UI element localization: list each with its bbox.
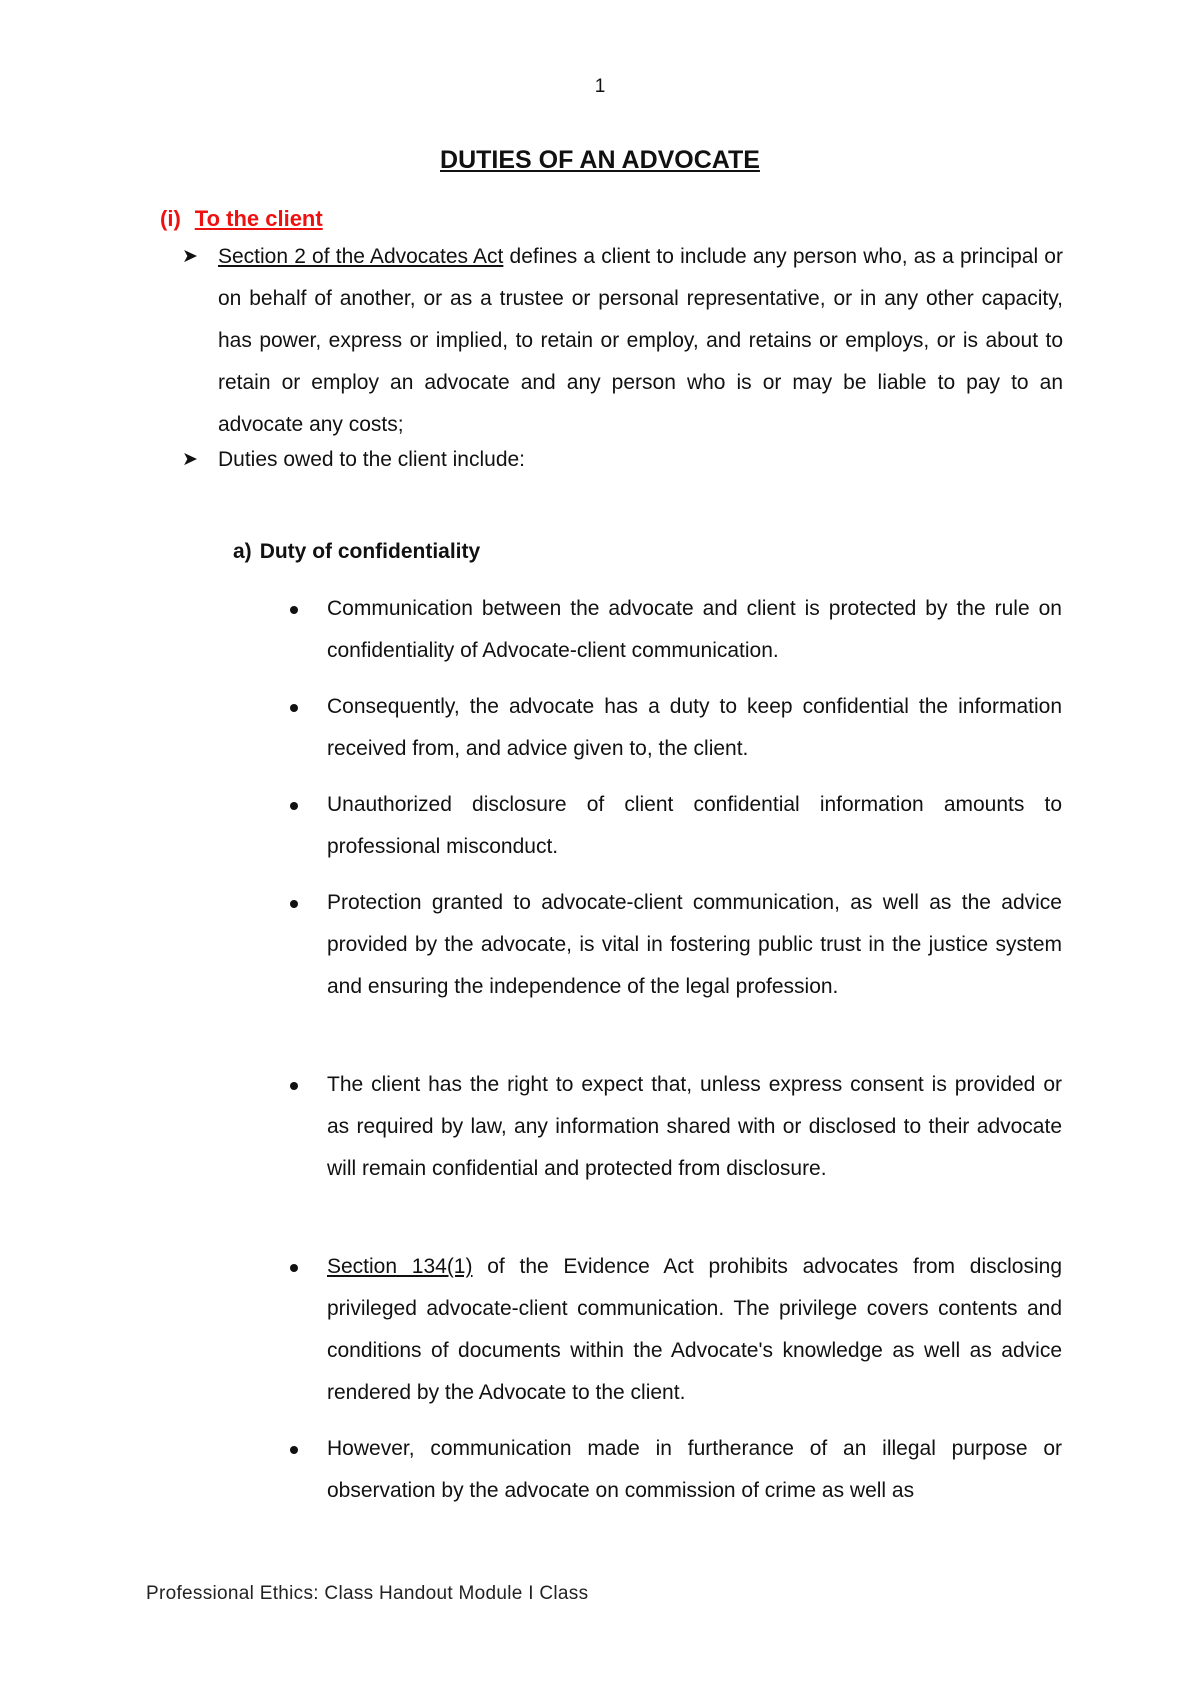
list-item: However, communication made in furtherance of an illegal purpose or observation by the advocate on commission of crime as well as xyxy=(290,1428,1062,1512)
advocates-act-reference: Section 2 of the Advocates Act xyxy=(218,245,504,268)
page-footer: Professional Ethics: Class Handout Module I Class xyxy=(146,1583,589,1604)
list-item: Communication between the advocate and client is protected by the rule on confidentiality of Advocate-client communication. xyxy=(290,588,1062,672)
arrow-item xyxy=(183,439,1063,481)
list-item: Consequently, the advocate has a duty to keep confidential the information received from, and advice given to, the client. xyxy=(290,686,1062,770)
section-marker: (i) xyxy=(160,206,181,231)
list-item: Section 134(1) of the Evidence Act prohibits advocates from disclosing privileged advocate-client communication. The privilege covers contents and conditions of documents within the Advocate's knowledge as well as advice rendered by the Advocate to the client. xyxy=(290,1246,1062,1414)
section-heading xyxy=(160,206,323,232)
bullet-dot-icon xyxy=(290,1082,298,1090)
list-item: Unauthorized disclosure of client confidential information amounts to professional misconduct. xyxy=(290,784,1062,868)
page-title: DUTIES OF AN ADVOCATE xyxy=(440,146,760,174)
bullet-dot-icon xyxy=(290,900,298,908)
section-label: To the client xyxy=(194,206,323,231)
arrow-bullet-icon: ➤ xyxy=(182,246,198,267)
arrow-item-text: Section 2 of the Advocates Act defines a client to include any person who, as a principal or on behalf of another, or as a trustee or personal representative, or in any other capacity, has power, express or implied, to retain or employ, and retains or employs, or is about to retain or employ an advocate and any person who is or may be liable to pay to an advocate any costs; xyxy=(218,245,1063,436)
bullet-dot-icon xyxy=(290,1446,298,1454)
list-item: Protection granted to advocate-client communication, as well as the advice provided by the advocate, is vital in fostering public trust in the justice system and ensuring the independence of the legal profession. xyxy=(290,882,1062,1008)
bullet-dot-icon xyxy=(290,1264,298,1272)
subsection-label: Duty of confidentiality xyxy=(259,540,481,563)
list-item: The client has the right to expect that, unless express consent is provided or as required by law, any information shared with or disclosed to their advocate will remain confidential and protected from disclosure. xyxy=(290,1064,1062,1190)
arrow-bullet-icon: ➤ xyxy=(182,449,198,470)
arrow-item-text: Duties owed to the client include: xyxy=(218,448,526,471)
subsection-marker: a) xyxy=(233,540,252,563)
evidence-act-reference: Section 134(1) xyxy=(327,1255,473,1278)
page-number: 1 xyxy=(594,76,606,97)
subsection-heading xyxy=(233,540,480,564)
arrow-item xyxy=(183,236,1063,446)
bullet-dot-icon xyxy=(290,704,298,712)
bullet-dot-icon xyxy=(290,802,298,810)
bullet-dot-icon xyxy=(290,606,298,614)
